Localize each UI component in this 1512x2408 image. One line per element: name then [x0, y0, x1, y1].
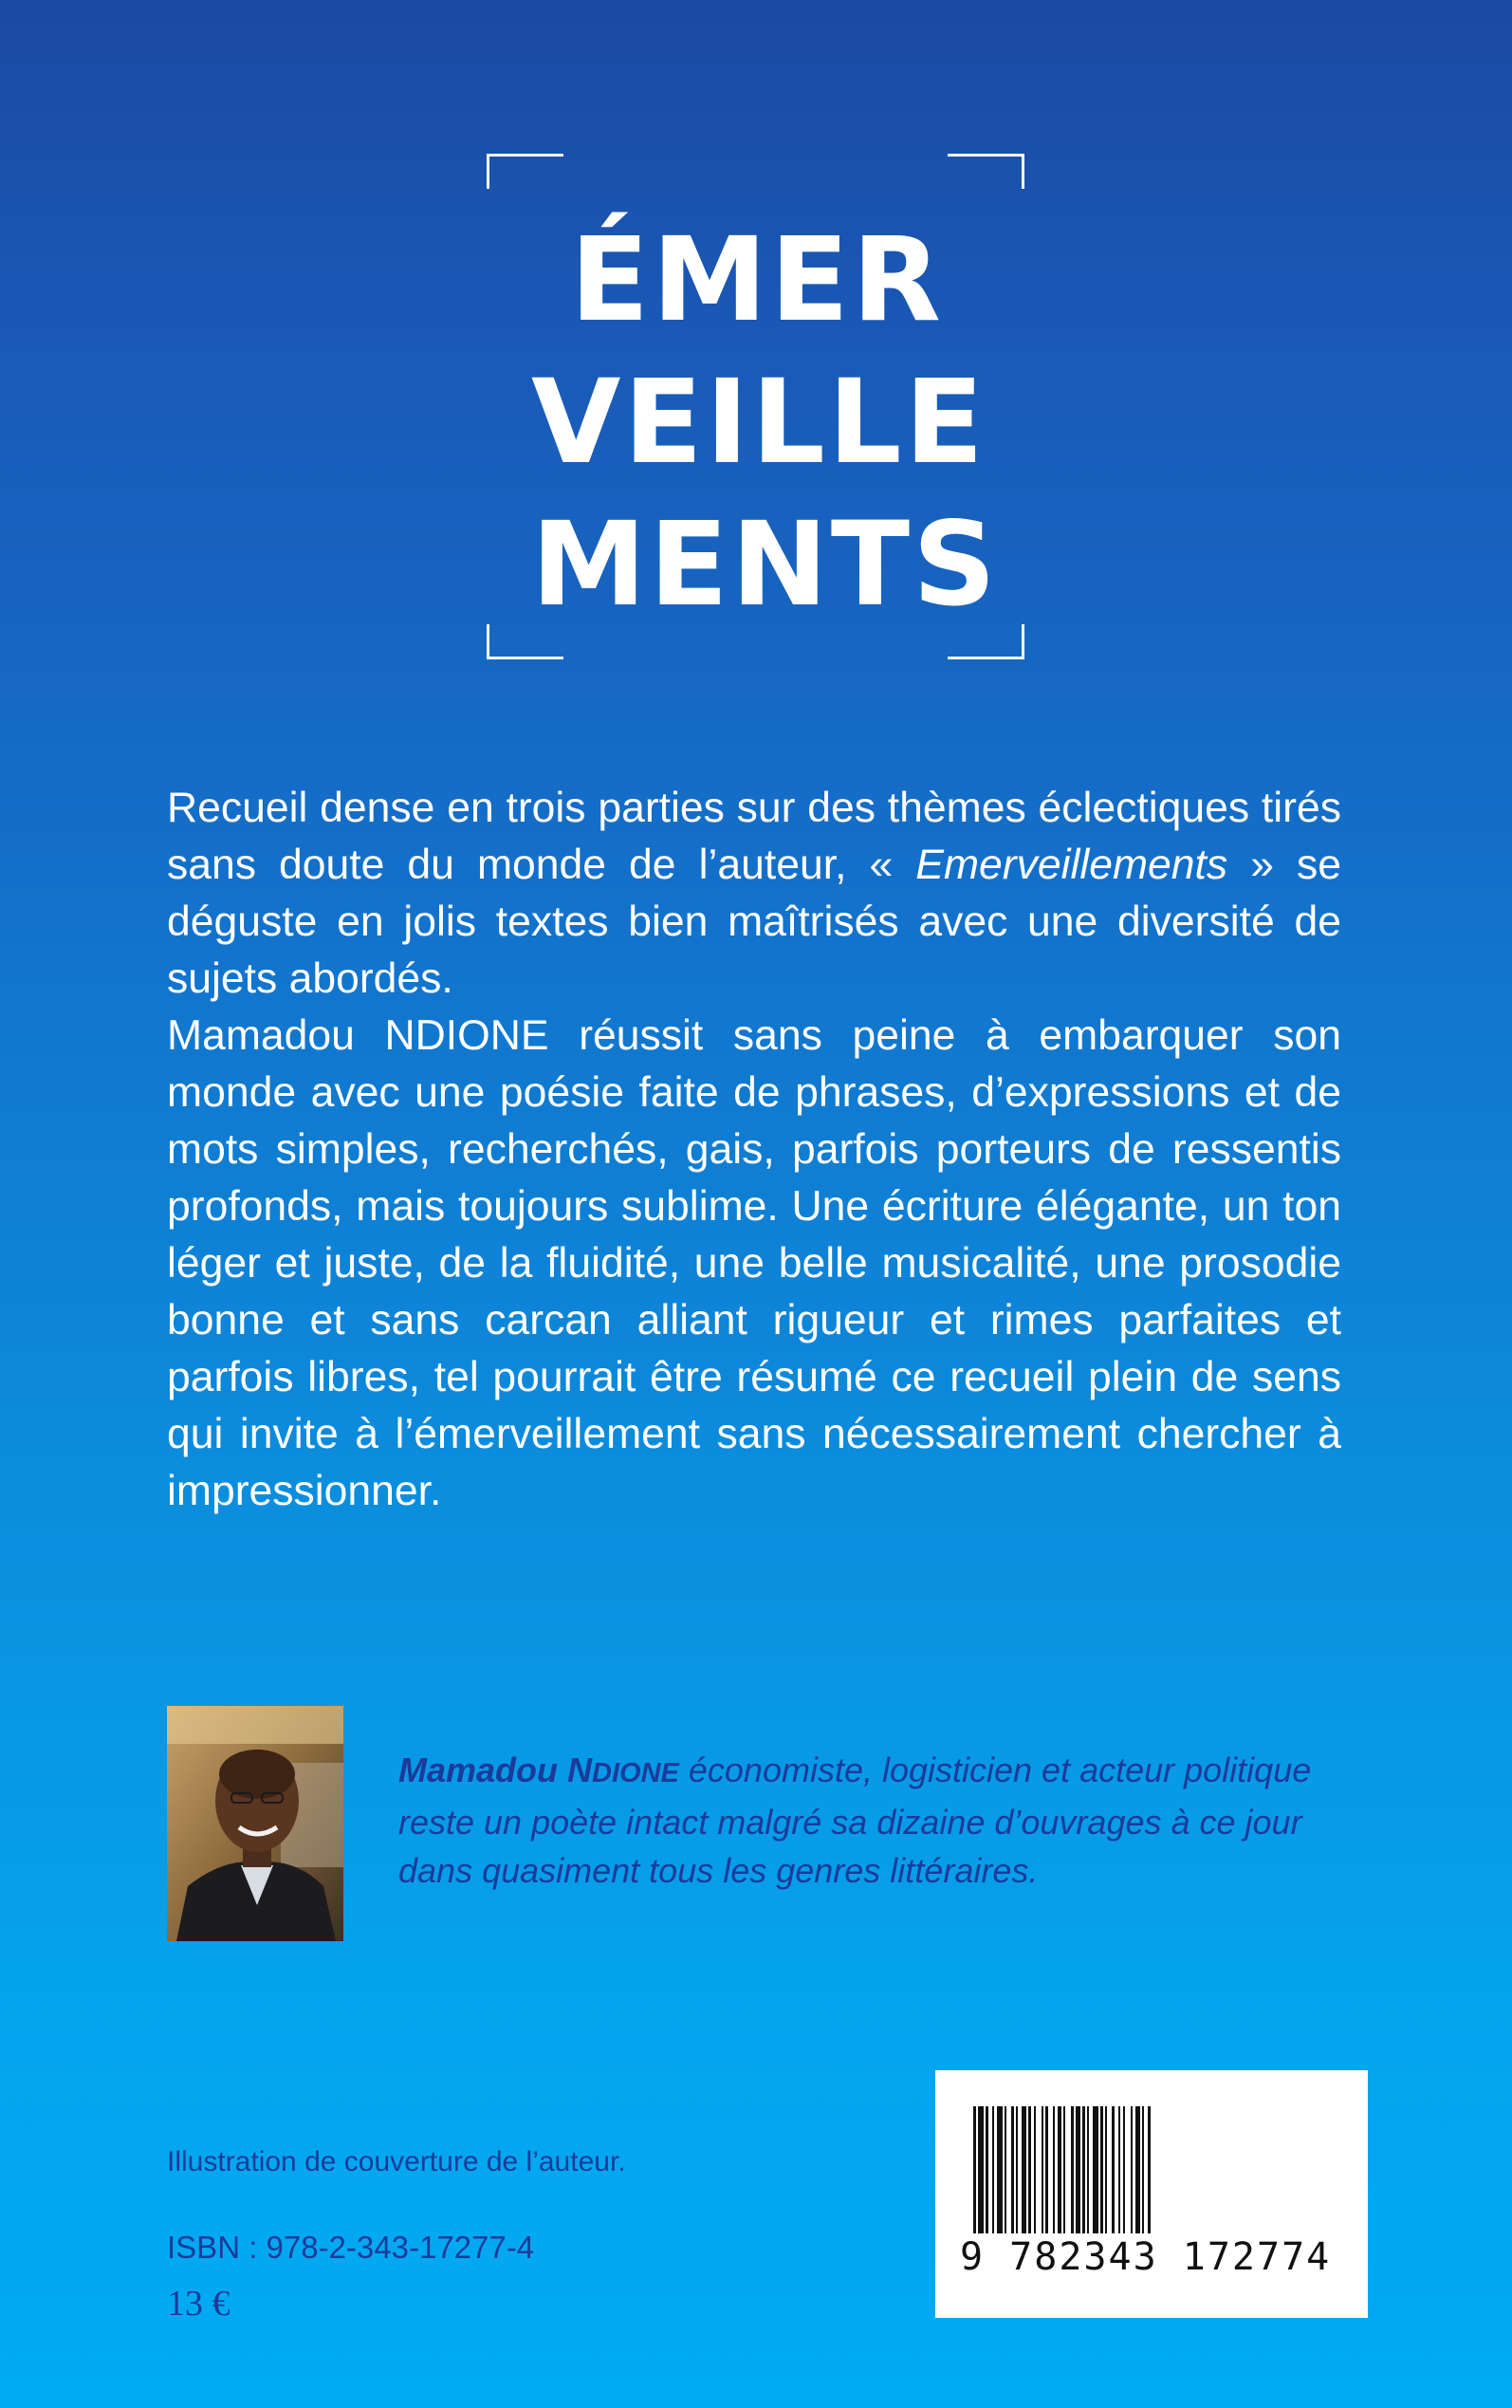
- barcode-bar: [1011, 2106, 1014, 2233]
- barcode-bar: [1135, 2106, 1140, 2233]
- author-bio: [398, 1746, 1347, 1895]
- barcode-bar: [1028, 2106, 1031, 2233]
- barcode-bar: [978, 2106, 984, 2233]
- barcode-bar: [1093, 2106, 1098, 2233]
- barcode-digits: 9 782343 172774: [960, 2235, 1332, 2279]
- barcode-bar: [1105, 2106, 1107, 2233]
- barcode-bar: [1063, 2106, 1065, 2233]
- barcode-bar: [973, 2106, 976, 2233]
- barcode-bar: [1100, 2106, 1103, 2233]
- book-title: [531, 209, 999, 636]
- price-label: 13 €: [167, 2284, 230, 2324]
- blurb-paragraph-2: Mamadou NDIONE réussit sans peine à embarquer son monde avec une poésie faite de phrases, d’expressions et de mots simples, recherchés, gais, parfois porteurs de ressentis profonds, mais toujours sublime. Une écriture élégante, un ton léger et juste, de la fluidité, une belle musicalité, une prosodie bonne et sans carcan alliant rigueur et rimes parfaites et parfois libres, tel pourrait être résumé ce recueil plein de sens qui invite à l’émerveillement sans nécessairement chercher à impressionner.: [167, 1012, 1341, 1514]
- barcode-bar: [1131, 2106, 1133, 2233]
- barcode-bar: [1076, 2106, 1080, 2233]
- author-bio-text: économiste, logisticien et acteur politique reste un poète intact malgré sa dizaine d’ouvrages à ce jour dans quasiment tous les genres littéraires.: [398, 1750, 1312, 1890]
- barcode-bar: [1005, 2106, 1006, 2233]
- back-cover-blurb: [167, 780, 1341, 1520]
- barcode-bar: [986, 2106, 988, 2233]
- barcode: [935, 2070, 1368, 2318]
- title-line-1: ÉMER: [569, 213, 945, 347]
- barcode-bar: [1123, 2106, 1125, 2233]
- barcode-bar: [1045, 2106, 1048, 2233]
- barcode-bar: [1042, 2106, 1043, 2233]
- barcode-bar: [1087, 2106, 1089, 2233]
- barcode-bar: [1148, 2106, 1151, 2233]
- barcode-bar: [1058, 2106, 1061, 2233]
- frame-corner-top-right: [948, 154, 1024, 189]
- barcode-bar: [992, 2106, 994, 2233]
- barcode-bar: [1118, 2106, 1120, 2233]
- title-line-2: VEILLE: [531, 355, 986, 490]
- isbn-label: ISBN : 978-2-343-17277-4: [167, 2230, 535, 2265]
- author-name: Mamadou NDIONE: [398, 1750, 679, 1789]
- barcode-bar: [1016, 2106, 1018, 2233]
- illustration-credit: Illustration de couverture de l’auteur.: [167, 2146, 626, 2177]
- barcode-bar: [1071, 2106, 1074, 2233]
- frame-corner-top-left: [487, 154, 563, 189]
- barcode-bar: [1112, 2106, 1115, 2233]
- barcode-bar: [1022, 2106, 1026, 2233]
- barcode-bar: [997, 2106, 1003, 2233]
- barcode-bar: [1142, 2106, 1144, 2233]
- book-title-italic: Emerveillements: [915, 842, 1228, 888]
- blurb-paragraph-1: Recueil dense en trois parties sur des thèmes éclectiques tirés sans doute du monde de l’auteur, « Emerveillements » se déguste en jolis textes bien maîtrisés avec une diversité de sujets abordés.: [167, 785, 1341, 1002]
- barcode-bars: [973, 2106, 1330, 2233]
- title-line-3: MENTS: [531, 497, 999, 632]
- barcode-bar: [1082, 2106, 1085, 2233]
- author-photo: [167, 1706, 343, 1941]
- barcode-bar: [1053, 2106, 1055, 2233]
- barcode-bar: [1034, 2106, 1036, 2233]
